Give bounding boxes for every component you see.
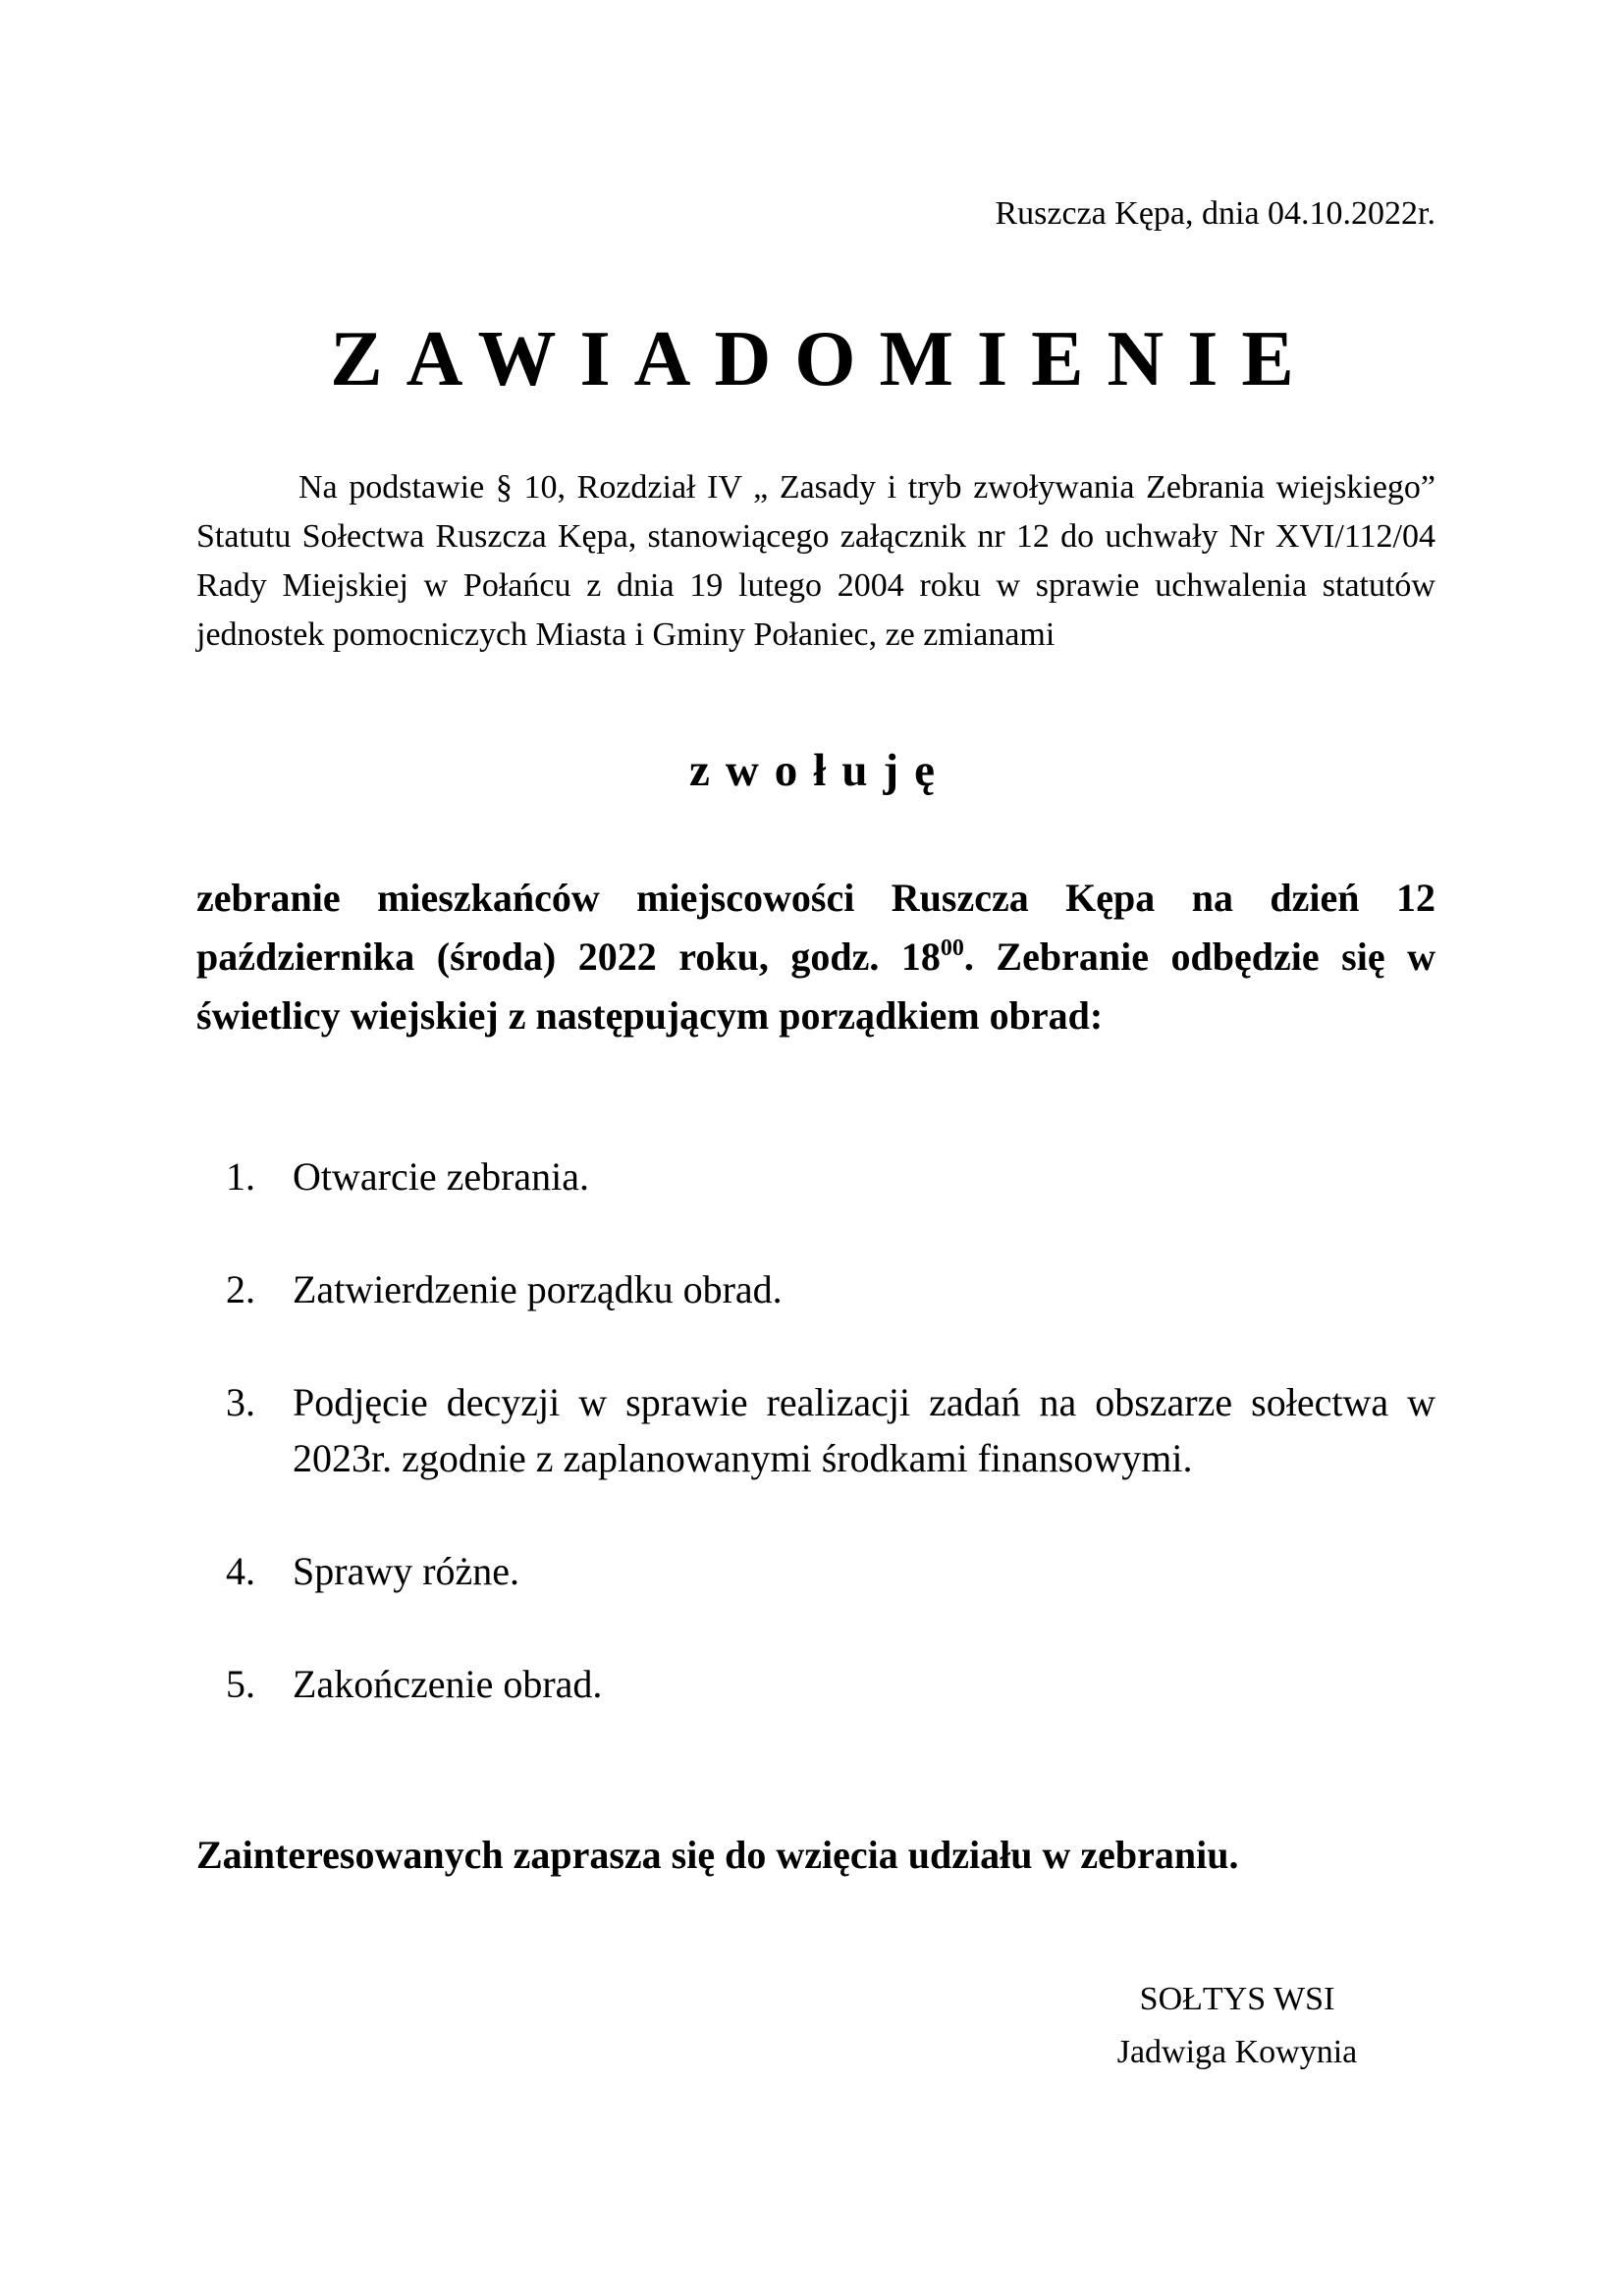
announcement-text-end: . Zebranie odbędzie się w świetlicy wiejskiej z następującym porządkiem obrad: — [196, 934, 1435, 1038]
intro-paragraph: Na podstawie § 10, Rozdział IV „ Zasady i tryb zwoływania Zebrania wiejskiego” Statutu Sołectwa Ruszcza Kępa, stanowiącego załącznik nr 12 do uchwały Nr XVI/112/04 Rady Miejskiej w Połańcu z dnia 19 lutego 2004 roku w sprawie uchwalenia statutów jednostek pomocniczych Miasta i Gminy Połaniec, ze zmianami — [196, 469, 1435, 653]
agenda-item-number: 3. — [226, 1380, 255, 1424]
agenda-item — [226, 1374, 1435, 1486]
agenda-item-text: Otwarcie zebrania. — [293, 1154, 590, 1199]
time-minutes-superscript: 00 — [940, 935, 964, 961]
place-date: Ruszcza Kępa, dnia 04.10.2022r. — [995, 195, 1435, 232]
convene-heading: zwołuję — [688, 745, 950, 796]
agenda-item-text: Podjęcie decyzji w sprawie realizacji zadań na obszarze sołectwa w 2023r. zgodnie z zaplanowanymi środkami finansowymi. — [293, 1380, 1435, 1480]
signature-block — [1070, 1973, 1404, 2079]
agenda-item-text: Zakończenie obrad. — [293, 1662, 603, 1706]
agenda-item-number: 1. — [226, 1154, 255, 1199]
announcement-text-start: zebranie mieszkańców miejscowości Ruszcza Kępa na dzień 12 października (środa) 2022 roku, godz. 18 — [196, 876, 1435, 979]
agenda-item — [226, 1148, 1435, 1204]
announcement-paragraph — [196, 869, 1435, 1045]
agenda-item-text: Zatwierdzenie porządku obrad. — [293, 1267, 783, 1311]
agenda-item-text: Sprawy różne. — [293, 1549, 520, 1593]
signature-name: Jadwiga Kowynia — [1116, 2034, 1358, 2070]
agenda-item-number: 5. — [226, 1662, 255, 1706]
agenda-item — [226, 1656, 1435, 1712]
document-title: ZAWIADOMIENIE — [330, 316, 1318, 402]
signature-role: SOŁTYS WSI — [1139, 1981, 1335, 2017]
agenda-list — [226, 1148, 1435, 1769]
agenda-item-number: 2. — [226, 1267, 255, 1311]
agenda-item — [226, 1261, 1435, 1317]
agenda-item-number: 4. — [226, 1549, 255, 1593]
closing-invitation: Zainteresowanych zaprasza się do wzięcia udziału w zebraniu. — [196, 1833, 1239, 1877]
agenda-item — [226, 1543, 1435, 1599]
